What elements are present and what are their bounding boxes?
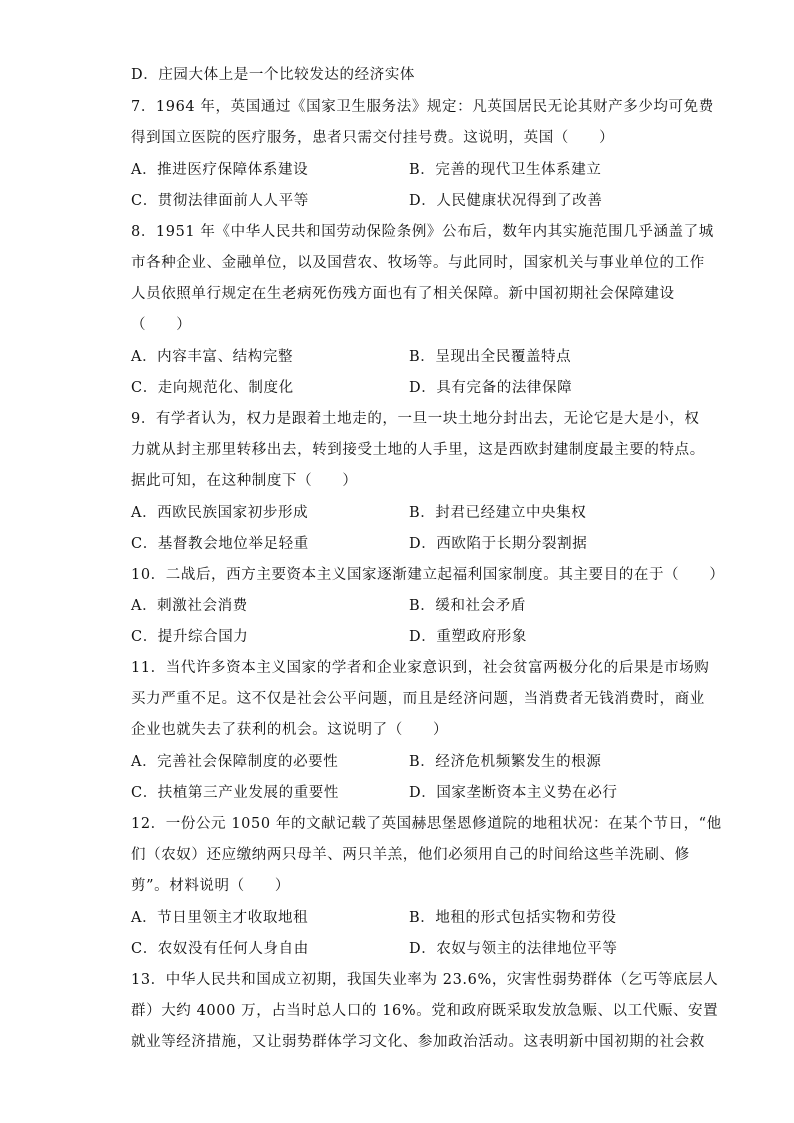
q10-option-d: D．重塑政府形象 <box>409 629 527 645</box>
q6-option-d: D．庄园大体上是一个比较发达的经济实体 <box>131 67 416 83</box>
q9-option-d: D．西欧陷于长期分裂割据 <box>409 536 588 552</box>
q11-option-c: C．扶植第三产业发展的重要性 <box>131 785 339 801</box>
q8-option-a: A．内容丰富、结构完整 <box>131 349 294 365</box>
q7-option-b: B．完善的现代卫生体系建立 <box>409 162 602 178</box>
q12-stem-line-1: 12．一份公元 1050 年的文献记载了英国赫思堡恩修道院的地租状况：在某个节日，“他 <box>131 816 722 832</box>
q8-stem-line-1: 8．1951 年《中华人民共和国劳动保险条例》公布后，数年内其实施范围几乎涵盖了城 <box>131 224 714 240</box>
q12-stem-line-2: 们（农奴）还应缴纳两只母羊、两只羊羔，他们必须用自己的时间给这些羊洗刷、修 <box>131 847 690 863</box>
q13-stem-line-3: 就业等经济措施，又让弱势群体学习文化、参加政治活动。这表明新中国初期的社会救 <box>131 1034 705 1050</box>
q8-option-c: C．走向规范化、制度化 <box>131 380 294 396</box>
q8-option-b: B．呈现出全民覆盖特点 <box>409 349 572 365</box>
q12-option-b: B．地租的形式包括实物和劳役 <box>409 910 617 926</box>
q11-option-d: D．国家垄断资本主义势在必行 <box>409 785 618 801</box>
q8-stem-line-2: 市各种企业、金融单位，以及国营农、牧场等。与此同时，国家机关与事业单位的工作 <box>131 255 705 271</box>
q12-option-a: A．节日里领主才收取地租 <box>131 910 309 926</box>
q10-stem-line-1: 10．二战后，西方主要资本主义国家逐渐建立起福利国家制度。其主要目的在于（ ） <box>131 567 725 583</box>
q8-option-d: D．具有完备的法律保障 <box>409 380 573 396</box>
q8-stem-line-3: 人员依照单行规定在生老病死伤残方面也有了相关保障。新中国初期社会保障建设 <box>131 286 675 302</box>
q9-option-b: B．封君已经建立中央集权 <box>409 505 587 521</box>
q11-stem-line-3: 企业也就失去了获利的机会。这说明了（ ） <box>131 722 449 738</box>
q11-option-b: B．经济危机频繁发生的根源 <box>409 754 602 770</box>
q9-option-a: A．西欧民族国家初步形成 <box>131 505 309 521</box>
q13-stem-line-2: 群）大约 4000 万，占当时总人口的 16%。党和政府既采取发放急赈、以工代赈、安置 <box>131 1003 719 1019</box>
q7-stem-line-2: 得到国立医院的医疗服务，患者只需交付挂号费。这说明，英国（ ） <box>131 130 615 146</box>
q10-option-a: A．刺激社会消费 <box>131 598 248 614</box>
q9-option-c: C．基督教会地位举足轻重 <box>131 536 309 552</box>
q7-option-c: C．贯彻法律面前人人平等 <box>131 193 309 209</box>
q9-stem-line-3: 据此可知，在这种制度下（ ） <box>131 473 358 489</box>
q9-stem-line-1: 9．有学者认为，权力是跟着土地走的，一旦一块土地分封出去，无论它是大是小，权 <box>131 411 700 427</box>
q10-option-b: B．缓和社会矛盾 <box>409 598 526 614</box>
q7-option-a: A．推进医疗保障体系建设 <box>131 162 309 178</box>
q12-option-d: D．农奴与领主的法律地位平等 <box>409 941 618 957</box>
q7-option-d: D．人民健康状况得到了改善 <box>409 193 603 209</box>
q8-stem-line-4: （ ） <box>131 317 192 333</box>
q10-option-c: C．提升综合国力 <box>131 629 249 645</box>
q13-stem-line-1: 13．中华人民共和国成立初期，我国失业率为 23.6%，灾害性弱势群体（乞丐等底层人 <box>131 972 719 988</box>
q11-option-a: A．完善社会保障制度的必要性 <box>131 754 339 770</box>
q12-stem-line-3: 剪”。材料说明（ ） <box>131 878 291 894</box>
q11-stem-line-2: 买力严重不足。这不仅是社会公平问题，而且是经济问题，当消费者无钱消费时，商业 <box>131 691 705 707</box>
q12-option-c: C．农奴没有任何人身自由 <box>131 941 309 957</box>
q7-stem-line-1: 7．1964 年，英国通过《国家卫生服务法》规定：凡英国居民无论其财产多少均可免费 <box>131 99 714 115</box>
q9-stem-line-2: 力就从封主那里转移出去，转到接受土地的人手里，这是西欧封建制度最主要的特点。 <box>131 442 705 458</box>
q11-stem-line-1: 11．当代许多资本主义国家的学者和企业家意识到，社会贫富两极分化的后果是市场购 <box>131 660 710 676</box>
